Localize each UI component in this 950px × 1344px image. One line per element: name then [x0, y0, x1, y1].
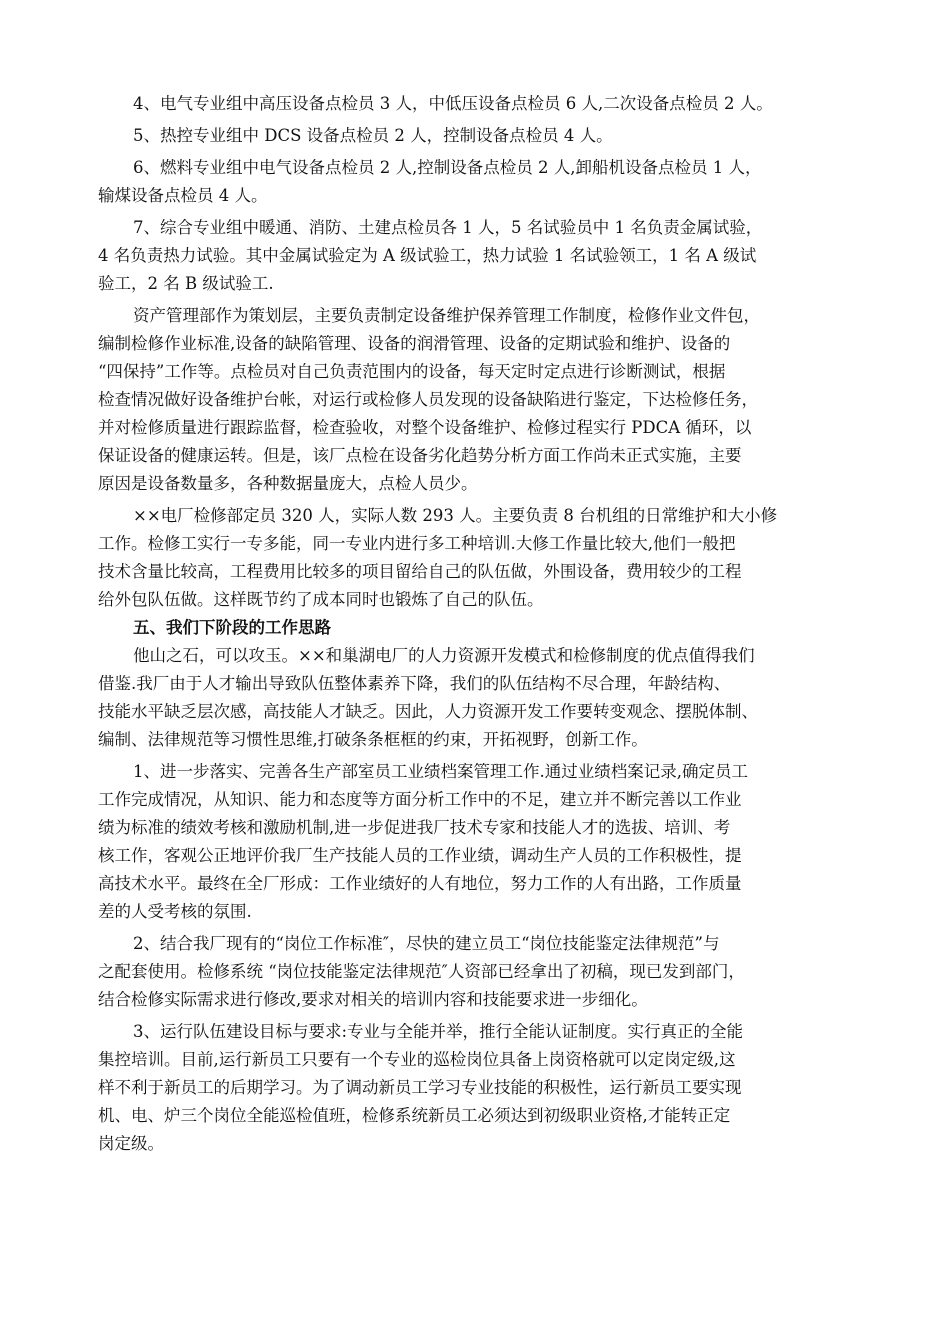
text-line: 工作完成情况，从知识、能力和态度等方面分析工作中的不足，建立并不断完善以工作业: [98, 790, 742, 809]
text-line: 检查情况做好设备维护台帐，对运行或检修人员发现的设备缺陷进行鉴定，下达检修任务，: [98, 390, 758, 409]
text-line: 2、结合我厂现有的“岗位工作标准″，尽快的建立员工“岗位技能鉴定法律规范”与: [133, 934, 720, 953]
text-line: 编制、法律规范等习惯性思维,打破条条框框的约束，开拓视野，创新工作。: [98, 730, 648, 749]
document-page: [98, 90, 858, 1158]
text-line: 工作。检修工实行一专多能，同一专业内进行多工种培训.大修工作量比较大,他们一般把: [98, 534, 736, 553]
text-line: 资产管理部作为策划层，主要负责制定设备维护保养管理工作制度，检修作业文件包，: [133, 306, 760, 325]
section-heading: 五、我们下阶段的工作思路: [133, 618, 331, 637]
text-line: 技能水平缺乏层次感，高技能人才缺乏。因此，人力资源开发工作要转变观念、摆脱体制、: [98, 702, 758, 721]
text-line: “四保持”工作等。点检员对自己负责范围内的设备，每天定时定点进行诊断测试，根据: [98, 362, 726, 381]
text-line: 高技术水平。最终在全厂形成：工作业绩好的人有地位，努力工作的人有出路，工作质量: [98, 874, 742, 893]
text-line: 样不利于新员工的后期学习。为了调动新员工学习专业技能的积极性，运行新员工要实现: [98, 1078, 742, 1097]
text-line: 输煤设备点检员 4 人。: [98, 186, 268, 205]
text-line: 7、综合专业组中暖通、消防、土建点检员各 1 人，5 名试验员中 1 名负责金属试验，: [133, 218, 763, 237]
text-line: 保证设备的健康运转。但是，该厂点检在设备劣化趋势分析方面工作尚未正式实施，主要: [98, 446, 742, 465]
text-line: 1、进一步落实、完善各生产部室员工业绩档案管理工作.通过业绩档案记录,确定员工: [133, 762, 748, 781]
text-line: 6、燃料专业组中电气设备点检员 2 人,控制设备点检员 2 人,卸船机设备点检员 1 人，: [133, 158, 762, 177]
text-line: 编制检修作业标准,设备的缺陷管理、设备的润滑管理、设备的定期试验和维护、设备的: [98, 334, 731, 353]
text-line: 机、电、炉三个岗位全能巡检值班，检修系统新员工必须达到初级职业资格,才能转正定: [98, 1106, 731, 1125]
text-line: 绩为标准的绩效考核和激励机制,进一步促进我厂技术专家和技能人才的选拔、培训、考: [98, 818, 731, 837]
text-line: 核工作，客观公正地评价我厂生产技能人员的工作业绩，调动生产人员的工作积极性，提: [98, 846, 742, 865]
text-line: 技术含量比较高，工程费用比较多的项目留给自己的队伍做，外围设备，费用较少的工程: [98, 562, 742, 581]
text-line: 4 名负责热力试验。其中金属试验定为 A 级试验工，热力试验 1 名试验领工，1 名 A 级试: [98, 246, 757, 265]
text-line: 并对检修质量进行跟踪监督，检查验收，对整个设备维护、检修过程实行 PDCA 循环，以: [98, 418, 752, 437]
text-line: 结合检修实际需求进行修改,要求对相关的培训内容和技能要求进一步细化。: [98, 990, 648, 1009]
text-line: ××电厂检修部定员 320 人，实际人数 293 人。主要负责 8 台机组的日常维护和大小修: [133, 506, 778, 525]
text-line: 3、运行队伍建设目标与要求:专业与全能并举，推行全能认证制度。实行真正的全能: [133, 1022, 744, 1041]
text-line: 集控培训。目前,运行新员工只要有一个专业的巡检岗位具备上岗资格就可以定岗定级,这: [98, 1050, 736, 1069]
text-line: 借鉴.我厂由于人才输出导致队伍整体素养下降，我们的队伍结构不尽合理，年龄结构、: [98, 674, 731, 693]
text-line: 4、电气专业组中高压设备点检员 3 人，中低压设备点检员 6 人,二次设备点检员 2 人。: [133, 94, 773, 113]
text-line: 他山之石，可以攻玉。××和巢湖电厂的人力资源开发模式和检修制度的优点值得我们: [133, 646, 755, 665]
text-line: 差的人受考核的氛围.: [98, 902, 252, 921]
text-line: 原因是设备数量多，各种数据量庞大，点检人员少。: [98, 474, 478, 493]
text-line: 验工，2 名 B 级试验工.: [98, 274, 274, 293]
text-line: 给外包队伍做。这样既节约了成本同时也锻炼了自己的队伍。: [98, 590, 544, 609]
text-line: 5、热控专业组中 DCS 设备点检员 2 人，控制设备点检员 4 人。: [133, 126, 613, 145]
text-line: 岗定级。: [98, 1134, 164, 1153]
text-line: 之配套使用。检修系统 “岗位技能鉴定法律规范″人资部已经拿出了初稿，现已发到部门，: [98, 962, 745, 981]
